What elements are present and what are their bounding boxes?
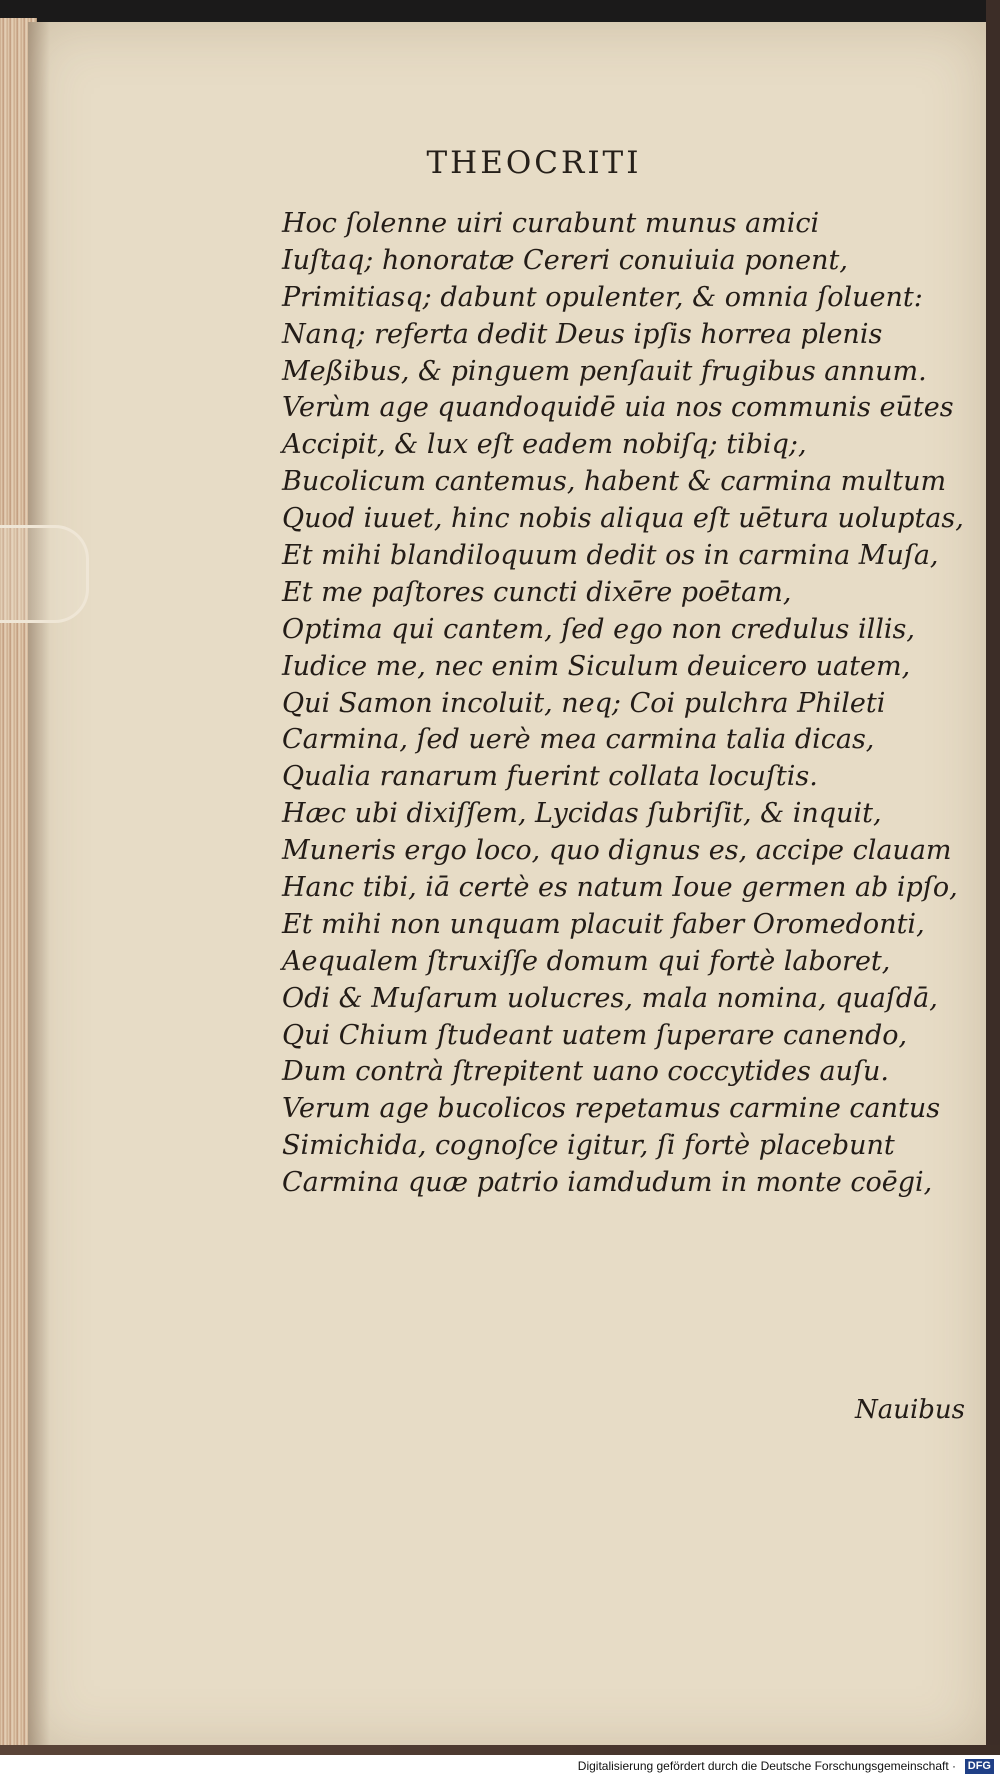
- verse-line: Dum contrà ſtrepitent uano coccytides auſu.: [282, 1056, 889, 1088]
- verse-line: Hanc tibi, iā certè es natum Ioue germen ab ipſo,: [282, 872, 958, 904]
- verse-line: Et mihi non unquam placuit faber Oromedonti,: [282, 908, 925, 940]
- verse-line: Accipit, & lux eſt eadem nobiſq; tibiq;,: [282, 429, 807, 461]
- verse-line: Carmina, ſed uerè mea carmina talia dicas,: [282, 724, 875, 756]
- dfg-logo-icon: DFG: [965, 1759, 994, 1774]
- verse-line: Simichida, cognoſce igitur, ſi fortè placebunt: [282, 1130, 895, 1162]
- verse-line: Verum age bucolicos repetamus carmine cantus: [282, 1093, 941, 1125]
- verse-line: Bucolicum cantemus, habent & carmina multum: [282, 466, 947, 498]
- verse-line: Carmina quæ patrio iamdudum in monte coēgi,: [282, 1167, 933, 1199]
- funding-credit: Digitalisierung gefördert durch die Deutsche Forschungsgemeinschaft ·: [577, 1759, 956, 1773]
- verse-line: Odi & Muſarum uolucres, mala nomina, quaſdā,: [282, 982, 938, 1014]
- verse-line: Qui Samon incoluit, neq; Coi pulchra Phileti: [282, 687, 886, 719]
- running-head: THEOCRITI: [426, 145, 642, 181]
- verse-line: Qualia ranarum fuerint collata locuſtis.: [282, 761, 818, 793]
- verse-line: Aequalem ſtruxiſſe domum qui fortè laboret,: [282, 945, 891, 977]
- page-gutter-shadow: [28, 22, 50, 1752]
- verse-line: Hæc ubi dixiſſem, Lycidas ſubriſit, & inquit,: [282, 798, 882, 830]
- verse-line: Nanq; referta dedit Deus ipſis horrea plenis: [282, 318, 883, 350]
- verse-line: Qui Chium ſtudeant uatem ſuperare canendo,: [282, 1019, 908, 1051]
- verse-line: Iuſtaq; honoratæ Cereri conuiuia ponent,: [282, 244, 848, 276]
- verse-line: Muneris ergo loco, quo dignus es, accipe clauam: [282, 835, 952, 867]
- verse-line: Verùm age quandoquidē uia nos communis eūtes: [282, 392, 954, 424]
- verse-line: Hoc ſolenne uiri curabunt munus amici: [282, 208, 820, 239]
- digitization-footer: [0, 1755, 1000, 1778]
- verse-line: Primitiasq; dabunt opulenter, & omnia ſoluent:: [282, 281, 923, 313]
- verse-line: Optima qui cantem, ſed ego non credulus illis,: [282, 613, 915, 645]
- book-bottom-edge: [0, 1745, 1000, 1755]
- verse-line: Meßibus, & pinguem penſauit frugibus annum.: [282, 355, 927, 387]
- catchword: Nauibus: [854, 1395, 965, 1425]
- verse-line: Quod iuuet, hinc nobis aliqua eſt uētura uoluptas,: [282, 503, 964, 535]
- verse-line: Et me paſtores cuncti dixēre poētam,: [282, 576, 792, 608]
- verse-line: Et mihi blandiloquum dedit os in carmina Muſa,: [282, 540, 939, 572]
- verse-line: Iudice me, nec enim Siculum deuicero uatem,: [282, 650, 911, 682]
- page-clip-icon: [0, 525, 89, 623]
- verse-text: [282, 206, 972, 1202]
- book-cover-edge: [986, 0, 1000, 1778]
